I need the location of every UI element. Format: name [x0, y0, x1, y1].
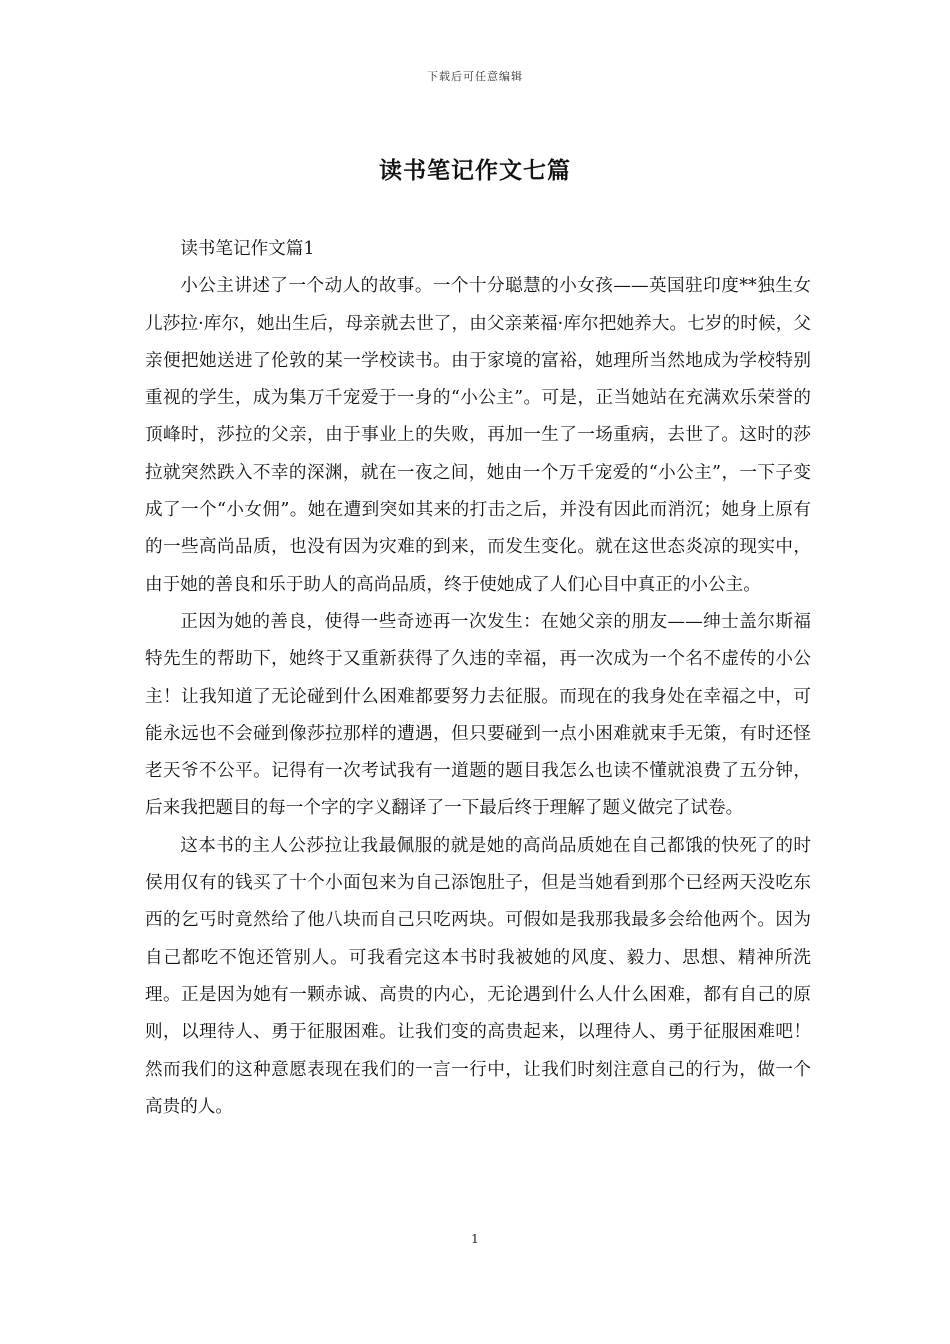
- paragraph-2: 正因为她的善良，使得一些奇迹再一次发生：在她父亲的朋友——绅士盖尔斯福特先生的帮助下，她终于又重新获得了久违的幸福，再一次成为一个名不虚传的小公主！让我知道了无论碰到什么困难都要努力去征服。而现在的我身处在幸福之中，可能永远也不会碰到像莎拉那样的遭遇，但只要碰到一点小困难就束手无策，有时还怪老天爷不公平。记得有一次考试我有一道题的题目我怎么也读不懂就浪费了五分钟，后来我把题目的每一个字的字义翻译了一下最后终于理解了题义做完了试卷。: [145, 611, 811, 819]
- paragraph-3: 这本书的主人公莎拉让我最佩服的就是她的高尚品质她在自己都饿的快死了的时侯用仅有的钱买了十个小面包来为自己添饱肚子，但是当她看到那个已经两天没吃东西的乞丐时竟然给了他八块而自己只吃两块。可假如是我那我最多会给他两个。因为自己都吃不饱还管别人。可我看完这本书时我被她的风度、毅力、思想、精神所洗理。正是因为她有一颗赤诚、高贵的内心，无论遇到什么人什么困难，都有自己的原则，以理待人、勇于征服困难。让我们变的高贵起来，以理待人、勇于征服困难吧！然而我们的这种意愿表现在我们的一言一行中，让我们时刻注意自己的行为，做一个高贵的人。: [145, 835, 811, 1117]
- page-number: 1: [471, 1232, 479, 1246]
- document-body: [145, 231, 811, 1126]
- section-heading: 读书笔记作文篇1: [180, 239, 315, 259]
- header-note: 下载后可任意编辑: [427, 70, 523, 83]
- paragraph-1: 小公主讲述了一个动人的故事。一个十分聪慧的小女孩——英国驻印度**独生女儿莎拉·库尔，她出生后，母亲就去世了，由父亲莱福·库尔把她养大。七岁的时候，父亲便把她送进了伦敦的某一学校读书。由于家境的富裕，她理所当然地成为学校特别重视的学生，成为集万千宠爱于一身的“小公主”。可是，正当她站在充满欢乐荣誉的顶峰时，莎拉的父亲，由于事业上的失败，再加一生了一场重病，去世了。这时的莎拉就突然跌入不幸的深渊，就在一夜之间，她由一个万千宠爱的“小公主”，一下子变成了一个“小女佣”。她在遭到突如其来的打击之后，并没有因此而消沉；她身上原有的一些高尚品质，也没有因为灾难的到来，而发生变化。就在这世态炎凉的现实中，由于她的善良和乐于助人的高尚品质，终于使她成了人们心目中真正的小公主。: [145, 276, 811, 595]
- document-title: 读书笔记作文七篇: [379, 157, 571, 184]
